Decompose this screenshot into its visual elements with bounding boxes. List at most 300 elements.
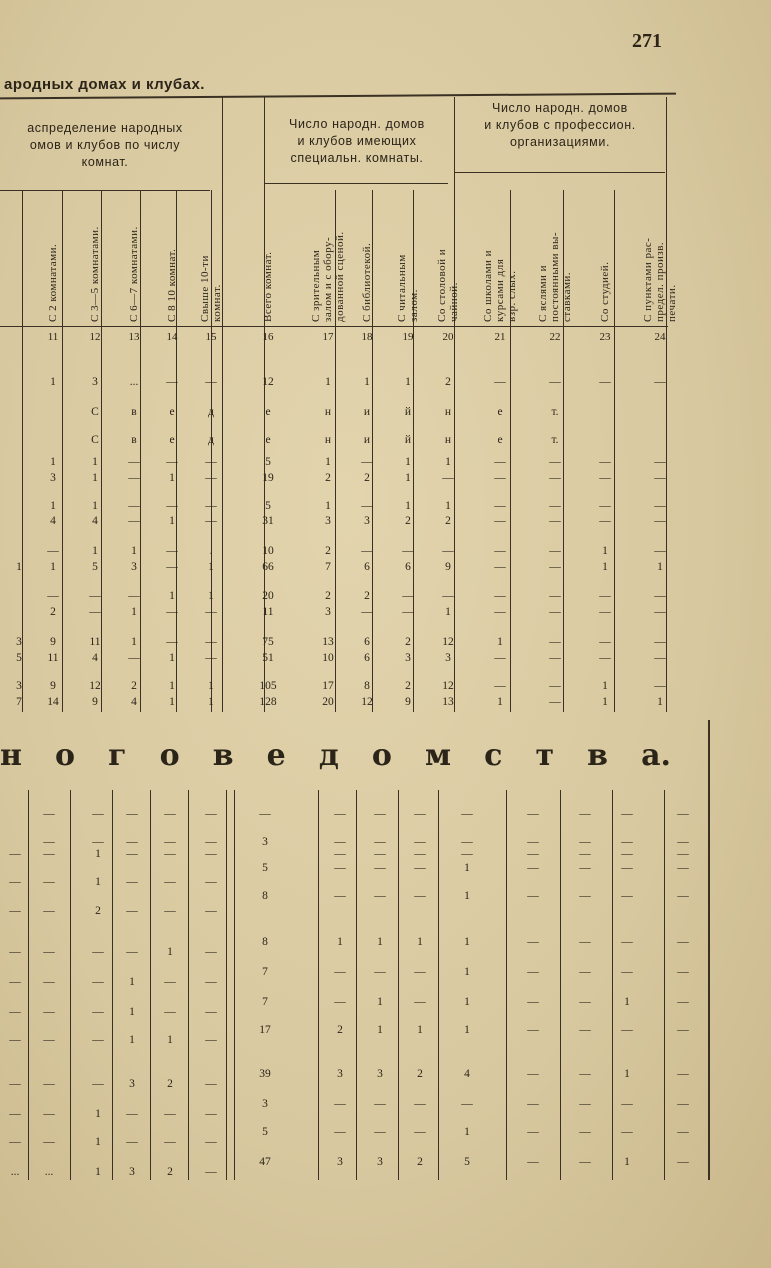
- column-number: 20: [442, 331, 454, 343]
- lower-cell: —: [677, 1126, 689, 1138]
- upper-cell: е: [265, 406, 271, 418]
- lower-cell: —: [164, 848, 176, 860]
- lower-cell: —: [621, 808, 633, 820]
- lower-cell: —: [579, 1098, 591, 1110]
- upper-cell: —: [494, 500, 506, 512]
- upper-cell: —: [599, 515, 611, 527]
- lower-cell: —: [92, 946, 104, 958]
- lower-cell: 5: [464, 1156, 470, 1168]
- lower-cell: 1: [464, 862, 470, 874]
- section-title-letter: е: [266, 738, 286, 773]
- lower-cell: 1: [337, 936, 343, 948]
- lower-cell: 7: [262, 966, 268, 978]
- upper-cell: —: [166, 545, 178, 557]
- upper-cell: 1: [169, 472, 175, 484]
- lower-cell: —: [527, 1068, 539, 1080]
- lower-cell: —: [9, 848, 21, 860]
- section-title: [0, 738, 671, 773]
- lower-cell: 2: [167, 1078, 173, 1090]
- lower-cell: —: [527, 848, 539, 860]
- upper-cell: 105: [259, 680, 277, 692]
- lower-cell: —: [43, 1108, 55, 1120]
- lower-cell: 1: [464, 966, 470, 978]
- upper-cell: 6: [364, 636, 370, 648]
- upper-cell: —: [549, 456, 561, 468]
- upper-cell: —: [549, 680, 561, 692]
- lower-cell: ...: [44, 1166, 54, 1178]
- lower-cell: —: [205, 976, 217, 988]
- upper-cell: 5: [92, 561, 98, 573]
- upper-cell: —: [128, 472, 140, 484]
- upper-cell: 12: [89, 680, 101, 692]
- upper-cell: 3: [325, 515, 331, 527]
- upper-cell: 1: [497, 696, 503, 708]
- upper-cell: —: [599, 636, 611, 648]
- lower-cell: 3: [129, 1078, 135, 1090]
- lower-cell: —: [9, 1006, 21, 1018]
- group-heading-special: Число народн. домов и клубов имеющих специальн. комнаты.: [289, 117, 425, 165]
- column-header: Всего комнат.: [262, 251, 274, 322]
- upper-cell: 3: [92, 376, 98, 388]
- lower-cell: 1: [624, 996, 630, 1008]
- column-number: 15: [205, 331, 217, 343]
- lower-cell: 1: [417, 936, 423, 948]
- lower-cell: —: [43, 1006, 55, 1018]
- upper-cell: —: [442, 590, 454, 602]
- upper-cell: 3: [445, 652, 451, 664]
- upper-cell: 1: [208, 696, 214, 708]
- lower-cell: —: [126, 1136, 138, 1148]
- upper-cell: —: [549, 696, 561, 708]
- lower-cell: —: [461, 836, 473, 848]
- upper-cell: 1: [405, 500, 411, 512]
- upper-cell: 1: [169, 652, 175, 664]
- lower-cell: —: [621, 890, 633, 902]
- lower-cell: 2: [417, 1068, 423, 1080]
- column-header: Свыше 10-ти комнат.: [199, 255, 223, 322]
- page-edge-rule: [708, 720, 710, 1180]
- upper-cell: —: [494, 590, 506, 602]
- upper-cell: 3: [364, 515, 370, 527]
- section-title-letter: о: [55, 738, 76, 773]
- lower-cell: 2: [95, 905, 101, 917]
- upper-cell: 1: [92, 472, 98, 484]
- group-heading-joint: Число народн. домов и клубов с профессион. организациями.: [484, 101, 636, 149]
- upper-cell: 2: [405, 636, 411, 648]
- upper-cell: 6: [364, 561, 370, 573]
- upper-cell: н: [444, 406, 452, 418]
- upper-cell: 1: [50, 376, 56, 388]
- lower-cell: —: [205, 905, 217, 917]
- upper-cell: —: [494, 545, 506, 557]
- upper-cell: 7: [16, 696, 22, 708]
- lower-cell: —: [527, 808, 539, 820]
- upper-cell: С: [91, 406, 99, 418]
- column-header: С пунктами рас- предел. произв. печати.: [642, 237, 678, 322]
- lower-cell: —: [579, 966, 591, 978]
- lower-cell: —: [677, 1156, 689, 1168]
- upper-cell: —: [47, 590, 59, 602]
- lower-cell: 1: [464, 1024, 470, 1036]
- upper-cell: —: [205, 456, 217, 468]
- upper-cell: —: [654, 545, 666, 557]
- upper-cell: —: [494, 652, 506, 664]
- lower-cell: —: [579, 848, 591, 860]
- lower-cell: ...: [10, 1166, 20, 1178]
- upper-cell: —: [205, 606, 217, 618]
- upper-cell: —: [166, 376, 178, 388]
- lower-cell: —: [579, 862, 591, 874]
- section-title-letter: с: [484, 738, 503, 773]
- lower-cell: —: [164, 1006, 176, 1018]
- group-rule-joint: [455, 172, 665, 173]
- lower-cell: —: [126, 876, 138, 888]
- lower-cell: —: [126, 1108, 138, 1120]
- lower-cell: —: [579, 890, 591, 902]
- upper-cell: 1: [16, 561, 22, 573]
- column-number: 12: [89, 331, 101, 343]
- upper-cell: —: [361, 456, 373, 468]
- upper-cell: й: [404, 406, 412, 418]
- upper-cell: —: [654, 456, 666, 468]
- lower-cell: 3: [337, 1068, 343, 1080]
- lower-cell: —: [205, 1108, 217, 1120]
- upper-cell: —: [494, 606, 506, 618]
- upper-cell: 2: [325, 472, 331, 484]
- upper-cell: 20: [322, 696, 334, 708]
- lower-cell: —: [414, 1098, 426, 1110]
- upper-cell: —: [205, 500, 217, 512]
- column-header: С 2 комнатами.: [47, 243, 59, 322]
- lower-cell: 1: [464, 1126, 470, 1138]
- upper-cell: —: [654, 680, 666, 692]
- upper-cell: —: [549, 606, 561, 618]
- column-rule: [70, 790, 71, 1180]
- upper-cell: 9: [50, 680, 56, 692]
- section-title-letter: о: [371, 738, 392, 773]
- lower-cell: 2: [337, 1024, 343, 1036]
- lower-cell: —: [334, 848, 346, 860]
- upper-cell: 1: [445, 500, 451, 512]
- column-rule: [234, 790, 235, 1180]
- lower-cell: —: [414, 862, 426, 874]
- column-number: 22: [549, 331, 561, 343]
- lower-cell: —: [461, 808, 473, 820]
- upper-cell: 10: [322, 652, 334, 664]
- lower-cell: —: [621, 936, 633, 948]
- upper-cell: и: [363, 406, 371, 418]
- lower-cell: 1: [417, 1024, 423, 1036]
- lower-cell: 3: [377, 1156, 383, 1168]
- upper-cell: —: [128, 456, 140, 468]
- lower-cell: —: [621, 1126, 633, 1138]
- lower-cell: —: [126, 946, 138, 958]
- upper-cell: —: [47, 545, 59, 557]
- upper-cell: е: [497, 406, 503, 418]
- column-number: 18: [361, 331, 373, 343]
- upper-cell: 12: [361, 696, 373, 708]
- upper-cell: д: [208, 406, 214, 418]
- lower-cell: 3: [377, 1068, 383, 1080]
- upper-cell: т.: [551, 406, 559, 418]
- upper-cell: —: [549, 515, 561, 527]
- lower-cell: —: [92, 1006, 104, 1018]
- upper-cell: 1: [602, 680, 608, 692]
- column-rule: [222, 97, 223, 712]
- upper-cell: 1: [497, 636, 503, 648]
- upper-cell: 2: [50, 606, 56, 618]
- lower-cell: 4: [464, 1068, 470, 1080]
- lower-cell: 8: [262, 936, 268, 948]
- column-rule: [560, 790, 561, 1180]
- lower-cell: —: [677, 1098, 689, 1110]
- upper-cell: —: [549, 561, 561, 573]
- column-number: 21: [494, 331, 506, 343]
- lower-cell: —: [9, 1108, 21, 1120]
- lower-cell: —: [621, 848, 633, 860]
- lower-cell: —: [164, 876, 176, 888]
- lower-cell: —: [334, 1126, 346, 1138]
- upper-cell: 20: [262, 590, 274, 602]
- lower-cell: 17: [259, 1024, 271, 1036]
- lower-cell: 1: [95, 848, 101, 860]
- column-rule: [438, 790, 439, 1180]
- lower-cell: —: [677, 1068, 689, 1080]
- lower-cell: —: [92, 976, 104, 988]
- upper-cell: 1: [92, 545, 98, 557]
- upper-cell: 1: [445, 456, 451, 468]
- lower-cell: —: [9, 976, 21, 988]
- column-header: С читальным залом.: [396, 254, 420, 322]
- lower-cell: —: [334, 1098, 346, 1110]
- lower-cell: —: [126, 836, 138, 848]
- upper-cell: 1: [169, 696, 175, 708]
- upper-cell: —: [128, 500, 140, 512]
- lower-cell: —: [374, 862, 386, 874]
- section-title-letter: в: [587, 738, 609, 773]
- lower-cell: 1: [167, 946, 173, 958]
- lower-cell: —: [414, 966, 426, 978]
- upper-cell: —: [205, 472, 217, 484]
- upper-cell: 1: [50, 500, 56, 512]
- upper-cell: —: [654, 515, 666, 527]
- lower-cell: —: [579, 1024, 591, 1036]
- upper-cell: е: [265, 434, 271, 446]
- page-heading: ародных домах и клубах.: [4, 76, 205, 93]
- lower-cell: —: [334, 808, 346, 820]
- upper-cell: —: [549, 545, 561, 557]
- column-rule: [356, 790, 357, 1180]
- lower-cell: 1: [464, 890, 470, 902]
- lower-cell: 1: [464, 996, 470, 1008]
- lower-cell: 1: [377, 936, 383, 948]
- lower-cell: —: [205, 1136, 217, 1148]
- lower-cell: 47: [259, 1156, 271, 1168]
- lower-cell: 1: [377, 1024, 383, 1036]
- upper-cell: 12: [262, 376, 274, 388]
- upper-cell: .: [209, 545, 213, 557]
- upper-cell: —: [494, 376, 506, 388]
- column-number: 13: [128, 331, 140, 343]
- upper-cell: 12: [442, 680, 454, 692]
- group-heading-rooms: аспределение народных омов и клубов по числу комнат.: [27, 121, 183, 169]
- lower-cell: —: [527, 836, 539, 848]
- upper-cell: 75: [262, 636, 274, 648]
- column-number: 24: [654, 331, 666, 343]
- upper-cell: 4: [92, 652, 98, 664]
- lower-cell: —: [164, 1108, 176, 1120]
- upper-cell: —: [166, 636, 178, 648]
- upper-cell: —: [128, 590, 140, 602]
- upper-cell: 1: [208, 561, 214, 573]
- lower-cell: 1: [464, 936, 470, 948]
- lower-cell: —: [374, 836, 386, 848]
- lower-cell: —: [527, 966, 539, 978]
- upper-cell: 14: [47, 696, 59, 708]
- upper-cell: 2: [364, 590, 370, 602]
- section-title-letter: а.: [641, 738, 671, 773]
- lower-cell: —: [414, 1126, 426, 1138]
- upper-cell: 1: [131, 606, 137, 618]
- lower-cell: 3: [129, 1166, 135, 1178]
- lower-cell: 1: [129, 976, 135, 988]
- upper-cell: 17: [322, 680, 334, 692]
- column-rule: [150, 790, 151, 1180]
- lower-cell: —: [43, 808, 55, 820]
- upper-cell: —: [549, 472, 561, 484]
- column-number: 16: [262, 331, 274, 343]
- lower-cell: —: [677, 996, 689, 1008]
- upper-cell: 2: [325, 545, 331, 557]
- lower-cell: 8: [262, 890, 268, 902]
- lower-cell: 1: [129, 1034, 135, 1046]
- upper-cell: 1: [208, 680, 214, 692]
- upper-cell: —: [494, 680, 506, 692]
- upper-cell: 3: [16, 680, 22, 692]
- lower-cell: —: [374, 808, 386, 820]
- upper-cell: 1: [169, 515, 175, 527]
- lower-cell: —: [527, 1156, 539, 1168]
- column-header: Со столовой и чайной.: [436, 248, 460, 322]
- lower-cell: —: [461, 848, 473, 860]
- upper-cell: т.: [551, 434, 559, 446]
- upper-cell: —: [89, 606, 101, 618]
- column-header: С 3—5 комнатами.: [89, 226, 101, 322]
- upper-cell: —: [549, 636, 561, 648]
- lower-cell: —: [527, 996, 539, 1008]
- upper-cell: —: [494, 472, 506, 484]
- lower-cell: 3: [337, 1156, 343, 1168]
- upper-cell: 2: [325, 590, 331, 602]
- column-rule: [506, 790, 507, 1180]
- lower-cell: —: [9, 905, 21, 917]
- upper-cell: 1: [92, 500, 98, 512]
- lower-cell: —: [621, 836, 633, 848]
- upper-cell: —: [494, 561, 506, 573]
- column-number: 23: [599, 331, 611, 343]
- lower-cell: —: [9, 1034, 21, 1046]
- column-rule: [454, 97, 455, 712]
- upper-cell: 2: [364, 472, 370, 484]
- lower-cell: —: [205, 848, 217, 860]
- upper-cell: 7: [325, 561, 331, 573]
- lower-cell: 5: [262, 1126, 268, 1138]
- upper-cell: —: [205, 636, 217, 648]
- column-rule: [666, 97, 667, 712]
- lower-cell: —: [579, 808, 591, 820]
- upper-cell: —: [402, 545, 414, 557]
- lower-cell: —: [579, 996, 591, 1008]
- lower-cell: 39: [259, 1068, 271, 1080]
- upper-cell: 4: [131, 696, 137, 708]
- upper-cell: 1: [602, 561, 608, 573]
- lower-cell: —: [579, 836, 591, 848]
- column-rule: [140, 190, 141, 712]
- upper-cell: —: [361, 500, 373, 512]
- upper-cell: —: [599, 376, 611, 388]
- lower-cell: —: [527, 1126, 539, 1138]
- upper-cell: 9: [92, 696, 98, 708]
- upper-cell: —: [549, 652, 561, 664]
- upper-cell: 10: [262, 545, 274, 557]
- upper-cell: —: [442, 472, 454, 484]
- column-rule: [62, 190, 63, 712]
- lower-cell: —: [164, 808, 176, 820]
- upper-cell: 9: [50, 636, 56, 648]
- section-title-letter: в: [212, 738, 234, 773]
- upper-cell: 5: [265, 500, 271, 512]
- column-rule: [101, 190, 102, 712]
- lower-cell: —: [621, 862, 633, 874]
- lower-cell: 1: [95, 1166, 101, 1178]
- lower-cell: —: [43, 946, 55, 958]
- upper-cell: 2: [445, 515, 451, 527]
- lower-cell: —: [92, 808, 104, 820]
- lower-cell: —: [92, 836, 104, 848]
- column-rule: [318, 790, 319, 1180]
- upper-cell: 1: [602, 696, 608, 708]
- upper-cell: 3: [50, 472, 56, 484]
- upper-cell: 2: [131, 680, 137, 692]
- upper-cell: 13: [442, 696, 454, 708]
- upper-cell: —: [205, 652, 217, 664]
- column-number: 14: [166, 331, 178, 343]
- lower-cell: —: [43, 876, 55, 888]
- lower-cell: —: [126, 848, 138, 860]
- column-rule: [22, 190, 23, 712]
- lower-cell: 1: [377, 996, 383, 1008]
- lower-cell: —: [527, 862, 539, 874]
- upper-cell: 51: [262, 652, 274, 664]
- lower-cell: —: [579, 936, 591, 948]
- upper-cell: —: [654, 606, 666, 618]
- upper-cell: 8: [364, 680, 370, 692]
- lower-cell: —: [527, 1024, 539, 1036]
- upper-cell: 3: [325, 606, 331, 618]
- upper-cell: д: [208, 434, 214, 446]
- lower-cell: —: [205, 946, 217, 958]
- upper-cell: —: [205, 376, 217, 388]
- upper-cell: —: [166, 606, 178, 618]
- column-number: 11: [47, 331, 59, 343]
- upper-cell: 1: [50, 456, 56, 468]
- upper-cell: 1: [405, 376, 411, 388]
- upper-cell: 2: [405, 515, 411, 527]
- column-header: Со студией.: [599, 261, 611, 322]
- group-rule-rooms: [0, 190, 210, 191]
- upper-cell: 9: [445, 561, 451, 573]
- lower-cell: —: [9, 1078, 21, 1090]
